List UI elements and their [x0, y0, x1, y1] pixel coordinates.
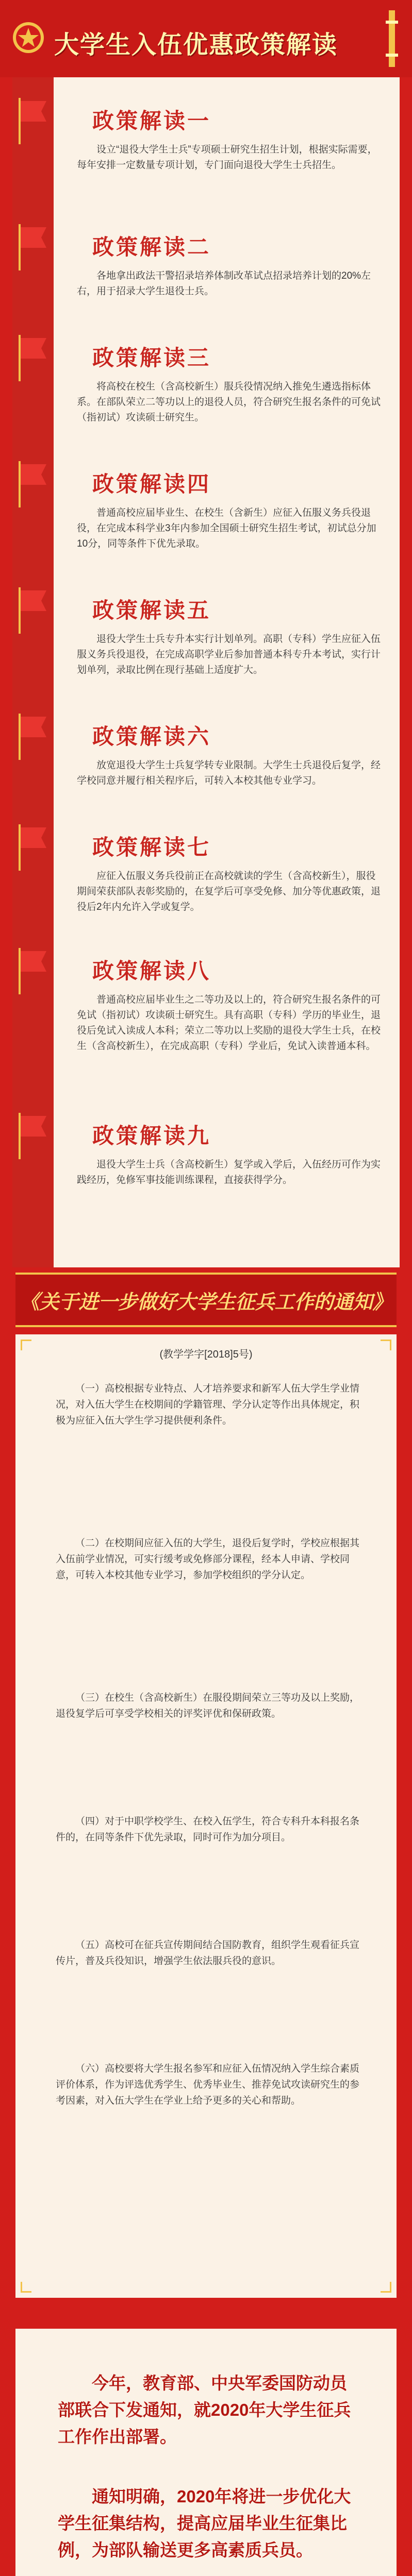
corner-decoration — [21, 2282, 31, 2293]
corner-decoration — [381, 1340, 391, 1350]
notice-title-bar — [15, 1273, 397, 1327]
red-flag-icon — [17, 714, 48, 760]
policy-text: 放宽退役大学生士兵复学转专业限制。大学生士兵退役后复学，经学校同意并履行相关程序后，可转入本校其他专业学习。 — [77, 760, 381, 786]
star-badge-icon — [10, 21, 46, 55]
policy-text: 普通高校应届毕业生、在校生（含新生）应征入伍服义务兵役退役，在完成本科学业3年内参加全国硕士研究生招生考试，初试总分加10分，同等条件下优先录取。 — [77, 507, 376, 549]
policy-heading: 政策解读六 — [92, 724, 211, 749]
policy-text: 普通高校应届毕业生之二等功及以上的，符合研究生报名条件的可免试（指初试）攻读硕士研究生。具有高职（专科）学历的毕业生，退役后免试入读成人本科；荣立二等功以上奖励的退役大学生士兵，在校生（含高校新生），在完成高职（专科）学业后，免试入读普通本科。 — [77, 994, 381, 1052]
policy-heading: 政策解读三 — [92, 345, 211, 370]
corner-decoration — [21, 1340, 31, 1350]
notice-paragraph: （五）高校可在征兵宣传期间结合国防教育，组织学生观看征兵宣传片，普及兵役知识，增强学生依法服兵役的意识。 — [56, 1940, 360, 1967]
summary-lead: 今年，教育部、中央军委国防动员部联合下发通知，就2020年大学生征兵工作作出部署。 — [58, 2374, 351, 2446]
policy-text: 各地拿出政法干警招录培养体制改革试点招录培养计划的20%左右，用于招录大学生退役士兵。 — [77, 270, 371, 297]
policy-heading: 政策解读五 — [92, 598, 211, 623]
policy-section — [12, 77, 400, 1267]
policy-text: 退役大学生士兵专升本实行计划单列。高职（专科）学生应征入伍服义务兵役退役，在完成高职学业后参加普通本科专升本考试，实行计划单列，录取比例在现行基础上适度扩大。 — [77, 634, 381, 675]
ribbon-decoration-icon — [382, 10, 402, 67]
red-flag-icon — [17, 98, 48, 144]
notice-title: 《关于进一步做好大学生征兵工作的通知》 — [20, 1292, 392, 1313]
red-flag-icon — [17, 948, 48, 994]
red-flag-icon — [17, 224, 48, 270]
page-header — [0, 0, 412, 77]
notice-paragraph: （四）对于中职学校学生、在校入伍学生，符合专科升本科报名条件的，在同等条件下优先录取，同时可作为加分项目。 — [56, 1816, 360, 1843]
red-flag-icon — [17, 1113, 48, 1159]
page-title: 大学生入伍优惠政策解读 — [54, 31, 338, 59]
red-flag-icon — [17, 461, 48, 507]
policy-text: 将高校在校生（含高校新生）服兵役情况纳入推免生遴选指标体系。在部队荣立二等功以上的退役人员，符合研究生报名条件的可免试（指初试）攻读硕士研究生。 — [77, 381, 381, 423]
notice-paragraph: （一）高校根据专业特点、人才培养要求和新军人伍大学生学业情况，对入伍大学生在校期间的学籍管理、学分认定等作出具体规定，积极为应征入伍大学生学习提供便利条件。 — [56, 1383, 360, 1426]
notice-paragraph: （二）在校期间应征入伍的大学生，退役后复学时，学校应根据其入伍前学业情况，可实行缓考或免修部分课程，经本人申请、学校同意，可转入本校其他专业学习，参加学校组织的学分认定。 — [56, 1538, 360, 1581]
notice-paragraph: （三）在校生（含高校新生）在服役期间荣立三等功及以上奖励，退役复学后可享受学校相关的评奖评优和保研政策。 — [56, 1692, 360, 1719]
corner-decoration — [381, 2282, 391, 2293]
notice-paragraph: （六）高校要将大学生报名参军和应征入伍情况纳入学生综合素质评价体系，作为评选优秀学生、优秀毕业生、推荐免试攻读研究生的参考因素，对入伍大学生在学业上给予更多的关心和帮助。 — [56, 2063, 360, 2106]
notice-doc-number: (教学学字[2018]5号) — [159, 1349, 253, 1360]
policy-text: 退役大学生士兵（含高校新生）复学或入学后，入伍经历可作为实践经历，免修军事技能训练课程，直接获得学分。 — [77, 1159, 381, 1185]
notice-section — [15, 1334, 397, 2298]
policy-heading: 政策解读七 — [92, 835, 211, 860]
policy-heading: 政策解读二 — [92, 234, 211, 260]
policy-heading: 政策解读一 — [92, 108, 211, 133]
summary-lead: 通知明确，2020年将进一步优化大学生征集结构，提高应届毕业生征集比例，为部队输送更多高素质兵员。 — [58, 2487, 351, 2560]
policy-heading: 政策解读九 — [92, 1123, 211, 1148]
policy-heading: 政策解读四 — [92, 471, 211, 497]
red-flag-icon — [17, 824, 48, 871]
policy-heading: 政策解读八 — [92, 958, 211, 984]
policy-text: 应征入伍服义务兵役前正在高校就读的学生（含高校新生），服役期间荣获部队表彰奖励的，在复学后可享受免修、加分等优惠政策，退役后2年内允许入学或复学。 — [77, 871, 381, 912]
red-flag-icon — [17, 335, 48, 381]
red-flag-icon — [17, 587, 48, 634]
summary-section — [15, 2329, 397, 2576]
policy-text: 设立“退役大学生士兵”专项硕士研究生招生计划，根据实际需要，每年安排一定数量专项计划，专门面向退役大学生士兵招生。 — [77, 144, 377, 171]
